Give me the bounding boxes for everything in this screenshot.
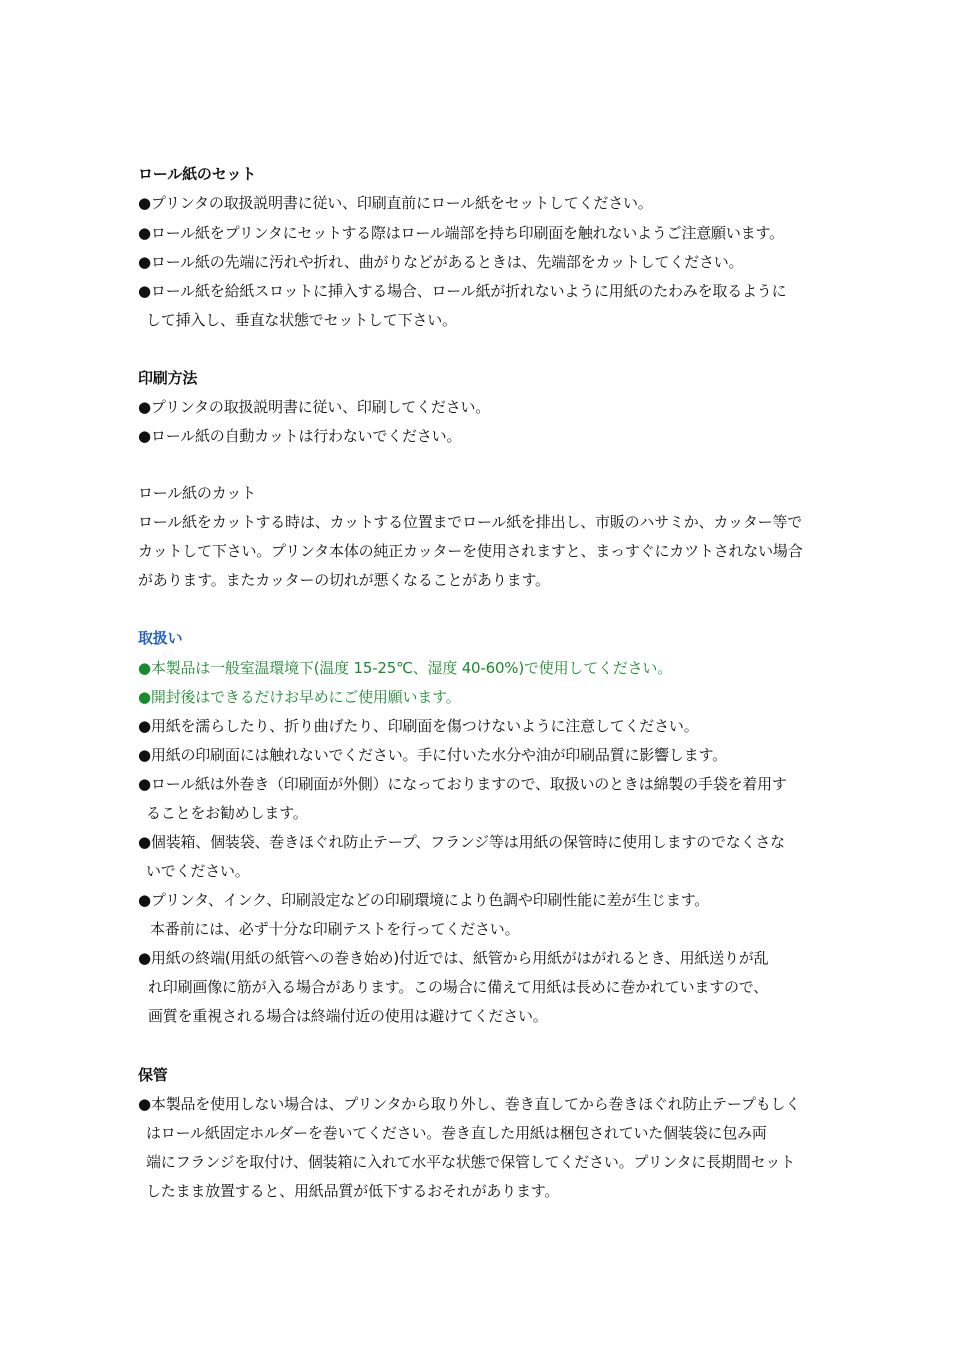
storage-line-2: はロール紙固定ホルダーを巻いてください。巻き直した用紙は梱包されていた個装袋に包み両	[146, 1124, 767, 1142]
roll-cut-line-3: があります。またカッターの切れが悪くなることがあります。	[138, 571, 550, 589]
handling-line-13: 画質を重視される場合は終端付近の使用は避けてください。	[148, 1007, 548, 1025]
storage-line-1: ●本製品を使用しない場合は、プリンタから取り外し、巻き直してから巻きほぐれ防止テープもしく	[138, 1095, 801, 1113]
section-heading-roll-set: ロール紙のセット	[138, 165, 257, 183]
roll-cut-line-2: カットして下さい。プリンタ本体の純正カッターを使用されますと、まっすぐにカツトされない場合	[138, 542, 803, 560]
roll-set-line-2: ●ロール紙をプリンタにセットする際はロール端部を持ち印刷面を触れないようご注意願います。	[138, 224, 784, 242]
handling-line-9: ●プリンタ、インク、印刷設定などの印刷環境により色調や印刷性能に差が生じます。	[138, 891, 710, 909]
handling-line-11: ●用紙の終端(用紙の紙管への巻き始め)付近では、紙管から用紙がはがれるとき、用紙送りが乱	[138, 949, 769, 967]
handling-line-1: ●本製品は一般室温環境下(温度 15-25℃、湿度 40-60%)で使用してください。	[138, 659, 673, 677]
roll-set-line-3: ●ロール紙の先端に汚れや折れ、曲がりなどがあるときは、先端部をカットしてください。	[138, 253, 744, 271]
print-method-line-2: ●ロール紙の自動カットは行わないでください。	[138, 427, 462, 445]
roll-set-line-5: して挿入し、垂直な状態でセットして下さい。	[146, 311, 457, 329]
print-method-line-1: ●プリンタの取扱説明書に従い、印刷してください。	[138, 398, 491, 416]
handling-line-10: 本番前には、必ず十分な印刷テストを行ってください。	[150, 920, 520, 938]
handling-line-5: ●ロール紙は外巻き（印刷面が外側）になっておりますので、取扱いのときは綿製の手袋を着用す	[138, 775, 787, 793]
handling-line-7: ●個装箱、個装袋、巻きほぐれ防止テープ、フランジ等は用紙の保管時に使用しますのでなくさな	[138, 833, 785, 851]
handling-line-8: いでください。	[146, 862, 250, 880]
storage-line-4: したまま放置すると、用紙品質が低下するおそれがあります。	[146, 1182, 560, 1200]
roll-cut-line-1: ロール紙をカットする時は、カットする位置までロール紙を排出し、市販のハサミか、カッター等で	[138, 513, 803, 531]
section-heading-storage: 保管	[138, 1066, 168, 1084]
handling-line-6: ることをお勧めします。	[146, 804, 308, 822]
section-heading-print-method: 印刷方法	[138, 369, 198, 387]
handling-line-3: ●用紙を濡らしたり、折り曲げたり、印刷面を傷つけないように注意してください。	[138, 717, 699, 735]
roll-set-line-1: ●プリンタの取扱説明書に従い、印刷直前にロール紙をセットしてください。	[138, 194, 653, 212]
handling-line-2: ●開封後はできるだけお早めにご使用願います。	[138, 688, 461, 706]
section-heading-handling: 取扱い	[138, 629, 183, 647]
section-heading-roll-cut: ロール紙のカット	[138, 484, 256, 502]
roll-set-line-4: ●ロール紙を給紙スロットに挿入する場合、ロール紙が折れないように用紙のたわみを取るように	[138, 282, 787, 300]
storage-line-3: 端にフランジを取付け、個装箱に入れて水平な状態で保管してください。プリンタに長期間セット	[146, 1153, 796, 1171]
handling-line-4: ●用紙の印刷面には触れないでください。手に付いた水分や油が印刷品質に影響します。	[138, 746, 727, 764]
handling-line-12: れ印刷画像に筋が入る場合があります。この場合に備えて用紙は長めに巻かれていますので、	[148, 978, 769, 996]
